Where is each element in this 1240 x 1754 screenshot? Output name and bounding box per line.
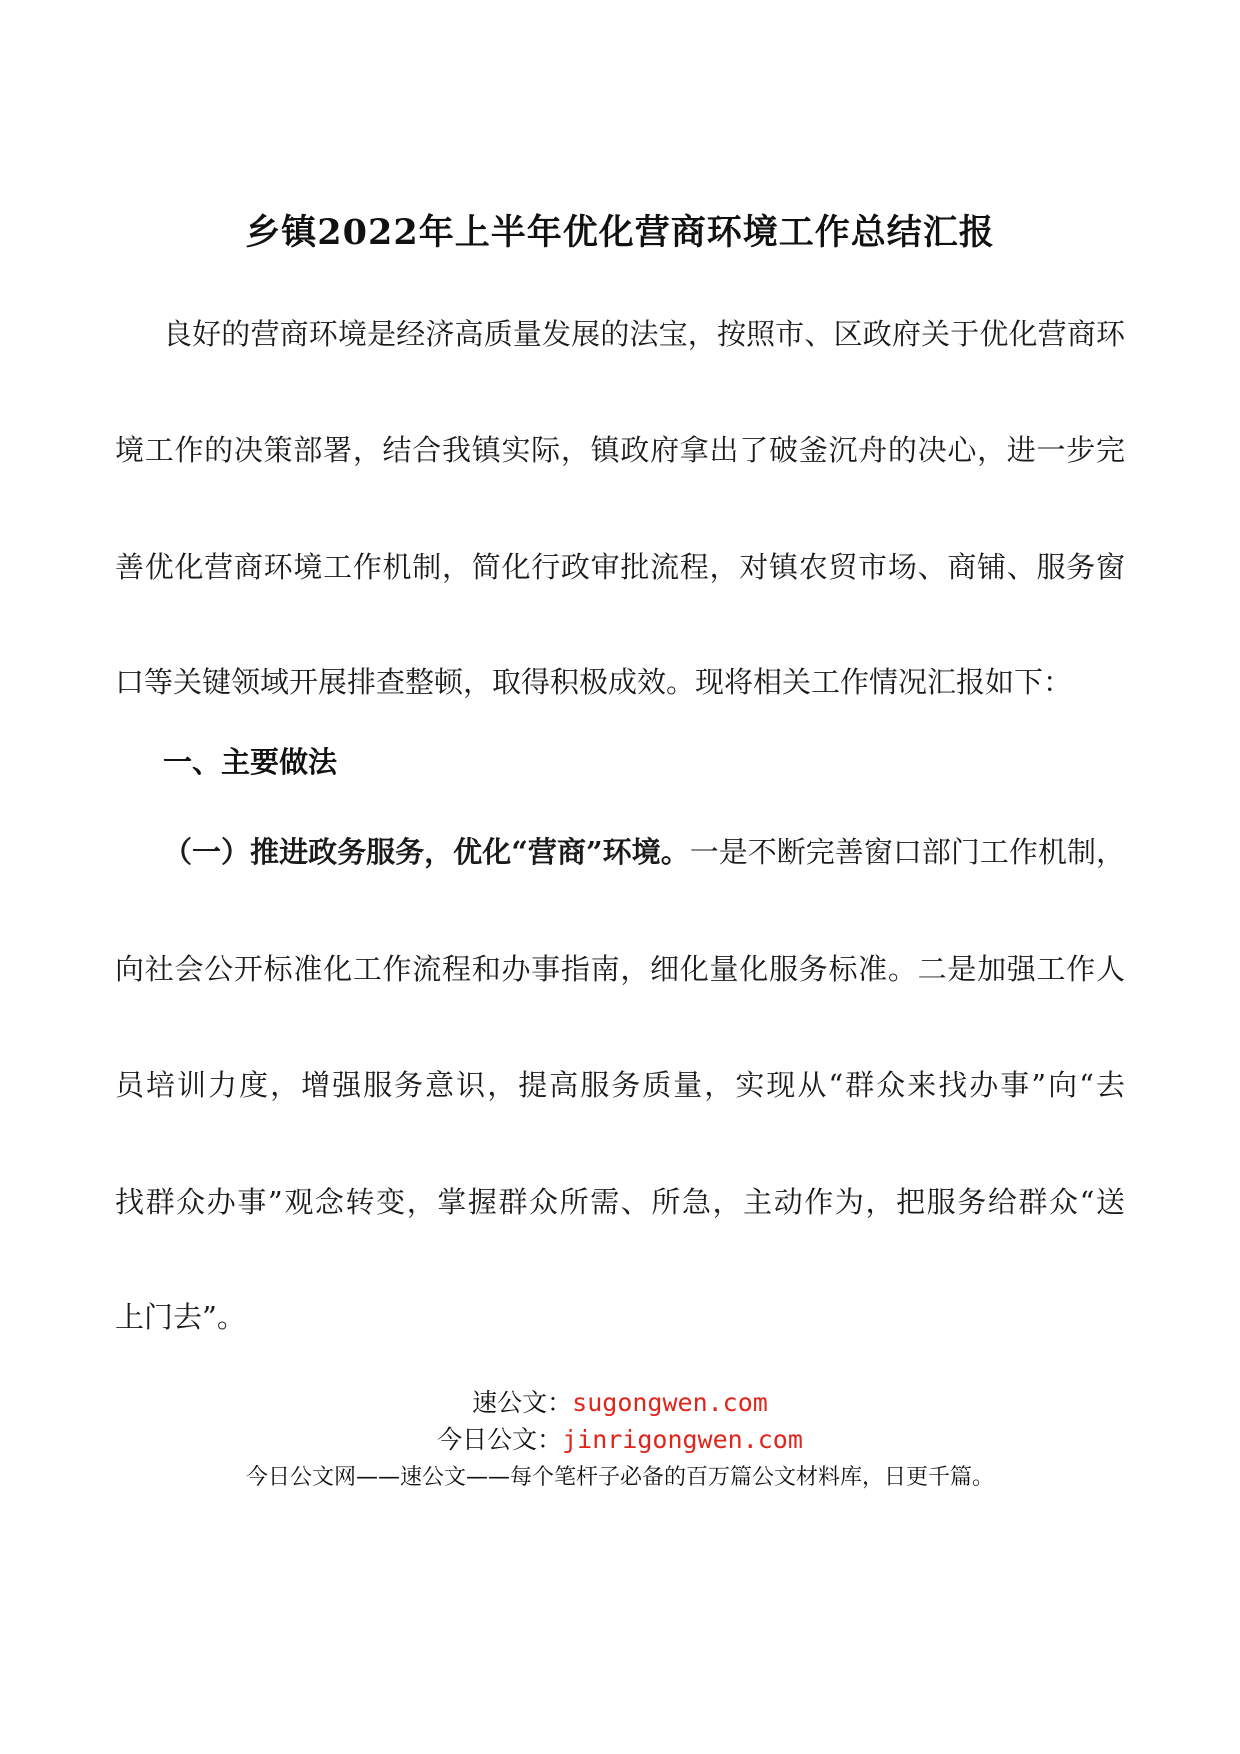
footer-slogan: 今日公文网——速公文——每个笔杆子必备的百万篇公文材料库，日更千篇。 [245,1465,994,1490]
document-title: 乡镇2022年上半年优化营商环境工作总结汇报 [245,212,995,253]
intro-line-4: 口等关键领域开展排查整顿，取得积极成效。现将相关工作情况汇报如下： [115,665,1073,699]
footer-jinrigongwen-link[interactable]: jinrigongwen.com [562,1425,803,1454]
footer-jinrigongwen [0,1420,1240,1456]
subsection-1-heading: （一）推进政务服务，优化“营商”环境。 [163,835,690,869]
footer-sugongwen-link[interactable]: sugongwen.com [572,1388,768,1417]
subsection-1-first-text: 一是不断完善窗口部门工作机制， [689,835,1125,869]
intro-line-3: 善优化营商环境工作机制，简化行政审批流程，对镇农贸市场、商铺、服务窗 [115,550,1125,584]
subsection-1-line-3: 员培训力度，增强服务意识，提高服务质量，实现从“群众来找办事”向“去 [115,1068,1125,1102]
subsection-1-first-line [163,830,1125,871]
footer-jinrigongwen-label: 今日公文： [437,1425,563,1454]
intro-line-1: 良好的营商环境是经济高质量发展的法宝，按照市、区政府关于优化营商环 [163,317,1125,351]
subsection-1-line-5: 上门去”。 [115,1300,246,1334]
footer-sugongwen [0,1383,1240,1419]
subsection-1-line-2: 向社会公开标准化工作流程和办事指南，细化量化服务标准。二是加强工作人 [115,952,1125,986]
section-heading-main-practices: 一、主要做法 [163,745,338,779]
intro-line-2: 境工作的决策部署，结合我镇实际，镇政府拿出了破釜沉舟的决心，进一步完 [115,433,1125,467]
footer-sugongwen-label: 速公文： [472,1388,573,1417]
subsection-1-line-4: 找群众办事”观念转变，掌握群众所需、所急，主动作为，把服务给群众“送 [115,1185,1125,1219]
